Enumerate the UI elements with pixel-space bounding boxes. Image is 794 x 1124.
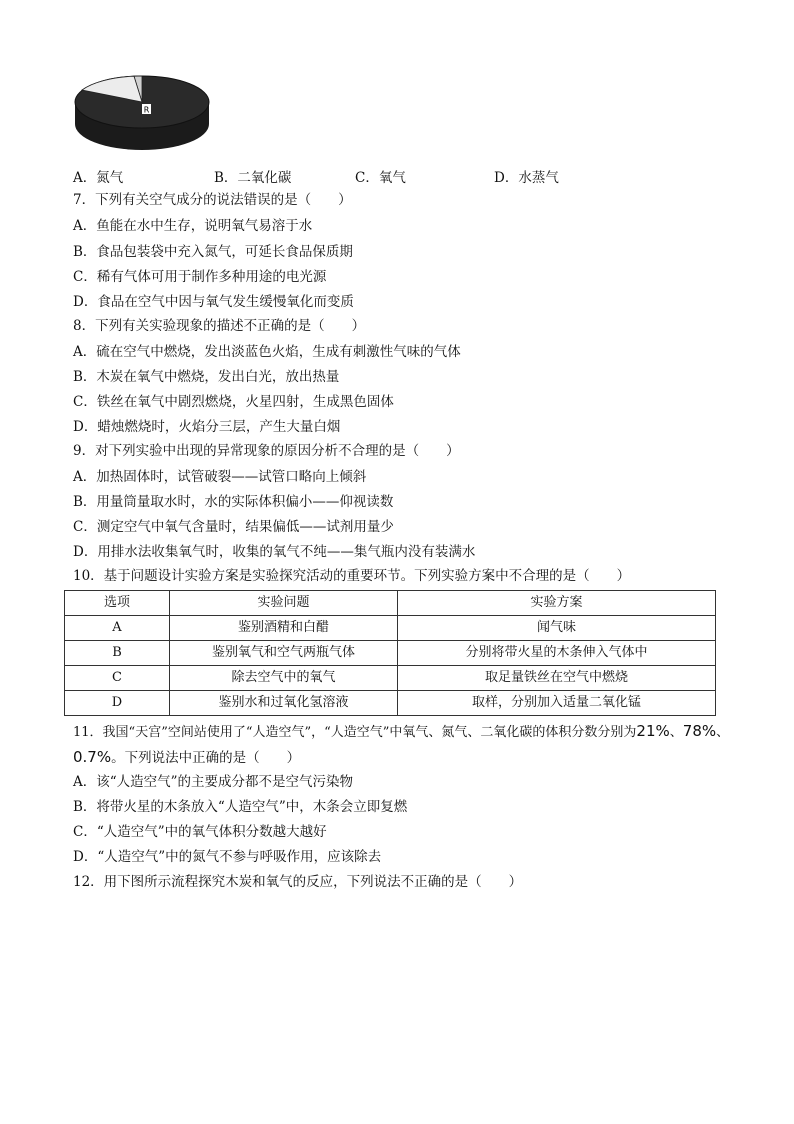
q9-option-b[interactable]: B．用量筒量取水时，水的实际体积偏小——仰视读数 bbox=[73, 494, 394, 510]
row-c-plan: 取足量铁丝在空气中燃烧 bbox=[398, 666, 716, 691]
row-a-option: A bbox=[65, 616, 170, 641]
q7-option-b[interactable]: B．食品包装袋中充入氮气，可延长食品保质期 bbox=[73, 244, 353, 260]
q11-stem-text: 11．我国“天宫”空间站使用了“人造空气”，“人造空气”中氧气、氮气、二氧化碳的体积分数分别为 bbox=[73, 725, 637, 740]
row-c-option: C bbox=[65, 666, 170, 691]
q10-table bbox=[64, 590, 716, 716]
q11-pct-nitrogen: 78% bbox=[682, 722, 717, 740]
row-a-question: 鉴别酒精和白醋 bbox=[170, 616, 398, 641]
q11-stem-rest: 。下列说法中正确的是（ ） bbox=[111, 750, 301, 766]
q9-option-a[interactable]: A．加热固体时，试管破裂——试管口略向上倾斜 bbox=[73, 469, 367, 485]
header-question: 实验问题 bbox=[170, 591, 398, 616]
q11-option-b[interactable]: B．将带火星的木条放入“人造空气”中，木条会立即复燃 bbox=[73, 799, 408, 815]
pie-chart-figure bbox=[72, 72, 212, 152]
q7-option-a[interactable]: A．鱼能在水中生存，说明氧气易溶于水 bbox=[73, 218, 313, 234]
q11-option-d[interactable]: D．“人造空气”中的氮气不参与呼吸作用，应该除去 bbox=[73, 849, 382, 865]
row-a-plan: 闻气味 bbox=[398, 616, 716, 641]
q10-stem: 10．基于问题设计实验方案是实验探究活动的重要环节。下列实验方案中不合理的是（ ） bbox=[73, 568, 631, 584]
q8-option-a[interactable]: A．硫在空气中燃烧，发出淡蓝色火焰，生成有刺激性气味的气体 bbox=[73, 344, 461, 360]
q8-option-d[interactable]: D．蜡烛燃烧时，火焰分三层，产生大量白烟 bbox=[73, 419, 341, 435]
q9-option-c[interactable]: C．测定空气中氧气含量时，结果偏低——试剂用量少 bbox=[73, 519, 394, 535]
q6-option-d[interactable]: D．水蒸气 bbox=[494, 170, 559, 186]
row-b-option: B bbox=[65, 641, 170, 666]
q11-stem-line1 bbox=[73, 720, 729, 744]
row-d-option: D bbox=[65, 691, 170, 716]
q6-options bbox=[73, 167, 713, 189]
q6-option-b[interactable]: B．二氧化碳 bbox=[214, 170, 292, 186]
q8-option-c[interactable]: C．铁丝在氧气中剧烈燃烧，火星四射，生成黑色固体 bbox=[73, 394, 394, 410]
header-option: 选项 bbox=[65, 591, 170, 616]
table-row bbox=[65, 641, 716, 666]
q11-option-a[interactable]: A．该“人造空气”的主要成分都不是空气污染物 bbox=[73, 774, 354, 790]
pie-label: R bbox=[143, 105, 150, 115]
q12-stem: 12．用下图所示流程探究木炭和氧气的反应，下列说法不正确的是（ ） bbox=[73, 874, 523, 890]
q11-pct-oxygen: 21% bbox=[636, 722, 670, 740]
table-row bbox=[65, 616, 716, 641]
row-d-plan: 取样，分别加入适量二氧化锰 bbox=[398, 691, 716, 716]
q8-option-b[interactable]: B．木炭在氧气中燃烧，发出白光，放出热量 bbox=[73, 369, 340, 385]
table-row bbox=[65, 666, 716, 691]
q7-option-c[interactable]: C．稀有气体可用于制作多种用途的电光源 bbox=[73, 269, 327, 285]
q11-stem-line2 bbox=[73, 746, 300, 769]
q11-option-c[interactable]: C．“人造空气”中的氧气体积分数越大越好 bbox=[73, 824, 327, 840]
q11-sep-1: 、 bbox=[669, 725, 683, 740]
row-c-question: 除去空气中的氧气 bbox=[170, 666, 398, 691]
q9-option-d[interactable]: D．用排水法收集氧气时，收集的氧气不纯——集气瓶内没有装满水 bbox=[73, 544, 476, 560]
table-header-row bbox=[65, 591, 716, 616]
table-row bbox=[65, 691, 716, 716]
header-plan: 实验方案 bbox=[398, 591, 716, 616]
q7-option-d[interactable]: D．食品在空气中因与氧气发生缓慢氧化而变质 bbox=[73, 294, 354, 310]
row-d-question: 鉴别水和过氧化氢溶液 bbox=[170, 691, 398, 716]
q9-stem: 9．对下列实验中出现的异常现象的原因分析不合理的是（ ） bbox=[73, 443, 460, 459]
q11-pct-co2: 0.7% bbox=[73, 748, 112, 766]
q7-stem: 7．下列有关空气成分的说法错误的是（ ） bbox=[73, 192, 352, 208]
q6-option-c[interactable]: C．氧气 bbox=[355, 170, 406, 186]
row-b-question: 鉴别氧气和空气两瓶气体 bbox=[170, 641, 398, 666]
row-b-plan: 分别将带火星的木条伸入气体中 bbox=[398, 641, 716, 666]
q8-stem: 8．下列有关实验现象的描述不正确的是（ ） bbox=[73, 318, 366, 334]
q11-sep-2: 、 bbox=[716, 725, 730, 740]
q6-option-a[interactable]: A．氮气 bbox=[73, 170, 124, 186]
